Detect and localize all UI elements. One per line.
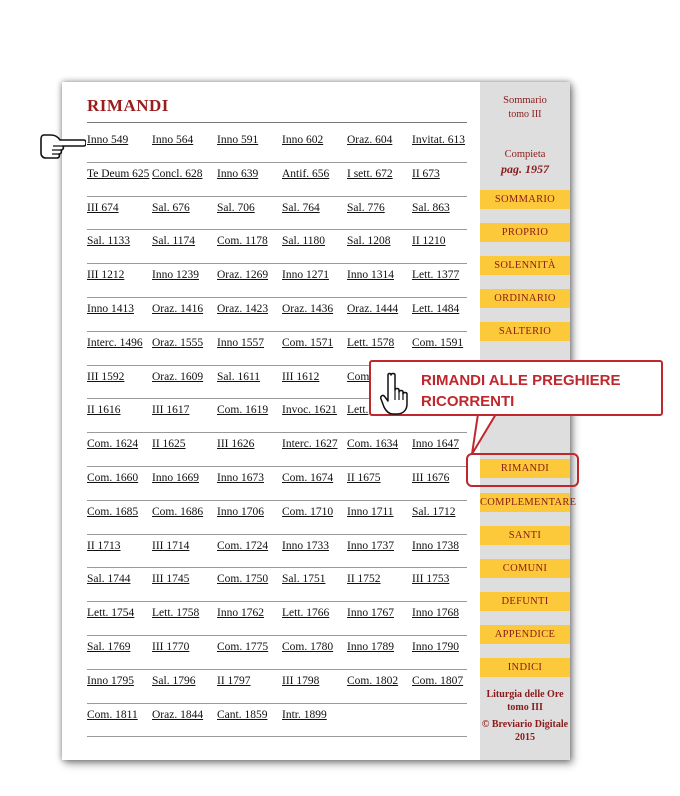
reference-link[interactable]: Sal. 676 bbox=[152, 201, 190, 214]
reference-link[interactable]: Sal. 1611 bbox=[217, 370, 261, 383]
reference-link[interactable]: Lett. 1754 bbox=[87, 607, 135, 620]
reference-link[interactable]: III 1770 bbox=[152, 640, 190, 653]
reference-link[interactable]: Inno 1790 bbox=[412, 640, 459, 653]
reference-link[interactable]: Invoc. 1621 bbox=[282, 404, 337, 417]
reference-link[interactable]: Com. 1591 bbox=[412, 336, 464, 349]
reference-link[interactable]: III 1617 bbox=[152, 404, 190, 417]
reference-link[interactable]: Oraz. 1609 bbox=[152, 370, 204, 383]
reference-link[interactable]: Te Deum 625 bbox=[87, 167, 150, 180]
reference-link[interactable]: Lett. 1766 bbox=[282, 607, 330, 620]
reference-link[interactable]: Lett. 1484 bbox=[412, 302, 460, 315]
reference-link[interactable]: Com. 1724 bbox=[217, 539, 269, 552]
reference-link[interactable]: II 1616 bbox=[87, 404, 121, 417]
reference-link[interactable]: Com. 1634 bbox=[347, 438, 399, 451]
sidebar-item-defunti[interactable]: DEFUNTI bbox=[480, 592, 570, 611]
reference-link[interactable]: Interc. 1627 bbox=[282, 438, 338, 451]
footer-title: Liturgia delle Ore bbox=[486, 689, 564, 700]
reference-link[interactable]: Inno 1271 bbox=[282, 269, 329, 282]
reference-link[interactable]: Inno 1789 bbox=[347, 640, 394, 653]
reference-link[interactable]: II 1797 bbox=[217, 674, 251, 687]
table-row bbox=[87, 298, 467, 332]
reference-link[interactable]: II 1713 bbox=[87, 539, 121, 552]
sidebar-compieta[interactable] bbox=[480, 148, 570, 176]
table-row bbox=[87, 704, 467, 738]
sidebar-tomo-label: tomo III bbox=[508, 109, 542, 120]
sidebar-sommario-heading[interactable] bbox=[480, 94, 570, 122]
reference-link[interactable]: Oraz. 604 bbox=[347, 134, 393, 146]
sidebar-compieta-label: Compieta bbox=[504, 149, 546, 160]
footer-tomo: tomo III bbox=[507, 702, 543, 713]
table-row bbox=[87, 163, 467, 197]
reference-link[interactable]: Com. 1710 bbox=[282, 505, 334, 518]
sidebar-compieta-page: pag. 1957 bbox=[501, 162, 549, 176]
reference-link[interactable]: Com. 1619 bbox=[217, 404, 269, 417]
reference-link[interactable]: Sal. 1744 bbox=[87, 573, 131, 586]
reference-link[interactable]: Inno 639 bbox=[217, 167, 259, 180]
sidebar-item-indici[interactable]: INDICI bbox=[480, 658, 570, 677]
table-row bbox=[87, 467, 467, 501]
reference-link[interactable]: III 674 bbox=[87, 201, 119, 214]
callout-box bbox=[369, 360, 663, 416]
reference-link[interactable]: Com. 1750 bbox=[217, 573, 269, 586]
reference-link[interactable]: Sal. 1208 bbox=[347, 235, 391, 248]
sidebar-item-sommario[interactable]: SOMMARIO bbox=[480, 190, 570, 209]
reference-link[interactable]: Com. 1811 bbox=[87, 708, 138, 721]
reference-link[interactable]: Oraz. 1555 bbox=[152, 336, 204, 349]
references-grid bbox=[87, 129, 467, 737]
reference-link[interactable]: Inno 1738 bbox=[412, 539, 459, 552]
sidebar-item-appendice[interactable]: APPENDICE bbox=[480, 625, 570, 644]
callout-line-1: RIMANDI ALLE PREGHIERE bbox=[421, 372, 621, 389]
reference-link[interactable]: III 1612 bbox=[282, 370, 320, 383]
reference-link[interactable]: III 1626 bbox=[217, 438, 255, 451]
reference-link[interactable]: Antif. 656 bbox=[282, 167, 330, 180]
page-title: RIMANDI bbox=[87, 96, 169, 115]
reference-link[interactable]: Inno 1768 bbox=[412, 607, 459, 620]
reference-link[interactable]: Oraz. 1844 bbox=[152, 708, 204, 721]
sidebar-item-comuni[interactable]: COMUNI bbox=[480, 559, 570, 578]
reference-link[interactable]: Inno 1762 bbox=[217, 607, 264, 620]
reference-link[interactable]: Com bbox=[347, 370, 370, 383]
reference-link[interactable]: Sal. 1180 bbox=[282, 235, 326, 248]
reference-link[interactable]: Inno 591 bbox=[217, 134, 259, 146]
reference-link[interactable]: Com. 1674 bbox=[282, 471, 334, 484]
callout-pointer bbox=[470, 412, 510, 456]
reference-link[interactable]: Invitat. 613 bbox=[412, 134, 466, 146]
reference-link[interactable]: Interc. 1496 bbox=[87, 336, 143, 349]
reference-link[interactable]: Com. 1660 bbox=[87, 471, 139, 484]
sidebar-item-rimandi[interactable]: RIMANDI bbox=[480, 459, 570, 478]
reference-link[interactable]: II 1625 bbox=[152, 438, 186, 451]
reference-link[interactable]: Lett. 1758 bbox=[152, 607, 200, 620]
reference-link[interactable]: II 1752 bbox=[347, 573, 381, 586]
callout-text bbox=[421, 370, 620, 412]
sidebar-item-solennita[interactable]: SOLENNITÀ bbox=[480, 256, 570, 275]
reference-link[interactable]: Inno 1413 bbox=[87, 302, 134, 315]
reference-link[interactable]: Inno 549 bbox=[87, 134, 129, 146]
reference-link[interactable]: Inno 1669 bbox=[152, 471, 199, 484]
reference-link[interactable]: Cant. 1859 bbox=[217, 708, 268, 721]
rimandi-highlight-box bbox=[466, 453, 579, 487]
table-row bbox=[87, 670, 467, 704]
table-row bbox=[87, 129, 467, 163]
footer-year: 2015 bbox=[515, 732, 535, 743]
reference-link[interactable]: III 1212 bbox=[87, 269, 125, 282]
footer-copyright: © Breviario Digitale bbox=[481, 719, 569, 730]
reference-link[interactable]: Sal. 1769 bbox=[87, 640, 131, 653]
reference-link[interactable]: Oraz. 1423 bbox=[217, 302, 269, 315]
reference-link[interactable]: Oraz. 1436 bbox=[282, 302, 334, 315]
reference-link[interactable]: Intr. 1899 bbox=[282, 708, 327, 721]
reference-link[interactable]: Com. 1780 bbox=[282, 640, 334, 653]
reference-link[interactable]: Com. 1685 bbox=[87, 505, 139, 518]
reference-link[interactable]: Inno 602 bbox=[282, 134, 324, 146]
reference-link[interactable]: Oraz. 1416 bbox=[152, 302, 204, 315]
sidebar-item-santi[interactable]: SANTI bbox=[480, 526, 570, 545]
reference-link[interactable]: III 1592 bbox=[87, 370, 125, 383]
reference-link[interactable]: Inno 1767 bbox=[347, 607, 394, 620]
hand-cursor-icon bbox=[379, 372, 413, 416]
reference-link[interactable]: Com. 1775 bbox=[217, 640, 269, 653]
reference-link[interactable]: Sal. 776 bbox=[347, 201, 385, 214]
reference-link[interactable]: Inno 1733 bbox=[282, 539, 329, 552]
reference-link[interactable]: Sal. 1712 bbox=[412, 505, 456, 518]
sidebar-item-complementare[interactable]: COMPLEMENTARE bbox=[480, 493, 570, 512]
reference-link[interactable]: Inno 1647 bbox=[412, 438, 459, 451]
title-divider bbox=[87, 122, 467, 123]
reference-link[interactable]: Concl. 628 bbox=[152, 167, 203, 180]
table-row bbox=[87, 197, 467, 231]
reference-link[interactable]: Com. 1571 bbox=[282, 336, 334, 349]
reference-link[interactable]: Inno 1673 bbox=[217, 471, 264, 484]
reference-link[interactable]: Sal. 1133 bbox=[87, 235, 131, 248]
reference-link[interactable]: Inno 1737 bbox=[347, 539, 394, 552]
table-row bbox=[87, 602, 467, 636]
reference-link[interactable]: Com. 1178 bbox=[217, 235, 268, 248]
reference-link[interactable]: Lett. 1377 bbox=[412, 269, 460, 282]
reference-link[interactable]: Com. 1807 bbox=[412, 674, 464, 687]
table-row bbox=[87, 568, 467, 602]
sidebar-item-proprio[interactable]: PROPRIO bbox=[480, 223, 570, 242]
table-row bbox=[87, 501, 467, 535]
reference-link[interactable]: III 1745 bbox=[152, 573, 190, 586]
reference-link[interactable]: Inno 1711 bbox=[347, 505, 394, 518]
reference-link[interactable]: I sett. 672 bbox=[347, 167, 393, 180]
reference-link[interactable]: III 1753 bbox=[412, 573, 450, 586]
reference-link[interactable]: II 673 bbox=[412, 167, 440, 180]
reference-link[interactable]: Inno 1314 bbox=[347, 269, 394, 282]
reference-link[interactable]: Com. 1624 bbox=[87, 438, 139, 451]
reference-link[interactable]: Sal. 1751 bbox=[282, 573, 326, 586]
reference-link[interactable]: III 1798 bbox=[282, 674, 320, 687]
pointing-hand-left-icon bbox=[40, 131, 86, 161]
reference-link[interactable]: II 1210 bbox=[412, 235, 446, 248]
reference-link[interactable]: Com. 1686 bbox=[152, 505, 204, 518]
reference-link[interactable]: Com. 1802 bbox=[347, 674, 399, 687]
sidebar-sommario-label: Sommario bbox=[503, 95, 547, 106]
reference-link[interactable]: Oraz. 1444 bbox=[347, 302, 399, 315]
table-row bbox=[87, 535, 467, 569]
table-row bbox=[87, 230, 467, 264]
reference-link[interactable]: Sal. 764 bbox=[282, 201, 320, 214]
reference-link[interactable]: Lett. bbox=[347, 404, 369, 417]
reference-link[interactable]: III 1714 bbox=[152, 539, 190, 552]
reference-link[interactable]: Oraz. 1269 bbox=[217, 269, 269, 282]
reference-link[interactable]: Inno 1795 bbox=[87, 674, 134, 687]
reference-link[interactable]: Sal. 706 bbox=[217, 201, 255, 214]
table-row bbox=[87, 264, 467, 298]
reference-link[interactable]: III 1676 bbox=[412, 471, 450, 484]
reference-link[interactable]: Inno 564 bbox=[152, 134, 194, 146]
reference-link[interactable]: II 1675 bbox=[347, 471, 381, 484]
sidebar-item-ordinario[interactable]: ORDINARIO bbox=[480, 289, 570, 308]
reference-link[interactable]: Inno 1557 bbox=[217, 336, 264, 349]
table-row bbox=[87, 636, 467, 670]
callout-line-2: RICORRENTI bbox=[421, 393, 515, 410]
table-row bbox=[87, 433, 467, 467]
reference-link[interactable]: Sal. 1174 bbox=[152, 235, 196, 248]
reference-link[interactable]: Lett. 1578 bbox=[347, 336, 395, 349]
reference-link[interactable]: Inno 1706 bbox=[217, 505, 264, 518]
main-content bbox=[62, 82, 480, 760]
reference-link[interactable]: Sal. 1796 bbox=[152, 674, 196, 687]
reference-link[interactable]: Inno 1239 bbox=[152, 269, 199, 282]
reference-link[interactable]: Sal. 863 bbox=[412, 201, 450, 214]
sidebar-footer bbox=[480, 688, 570, 744]
sidebar-item-salterio[interactable]: SALTERIO bbox=[480, 322, 570, 341]
